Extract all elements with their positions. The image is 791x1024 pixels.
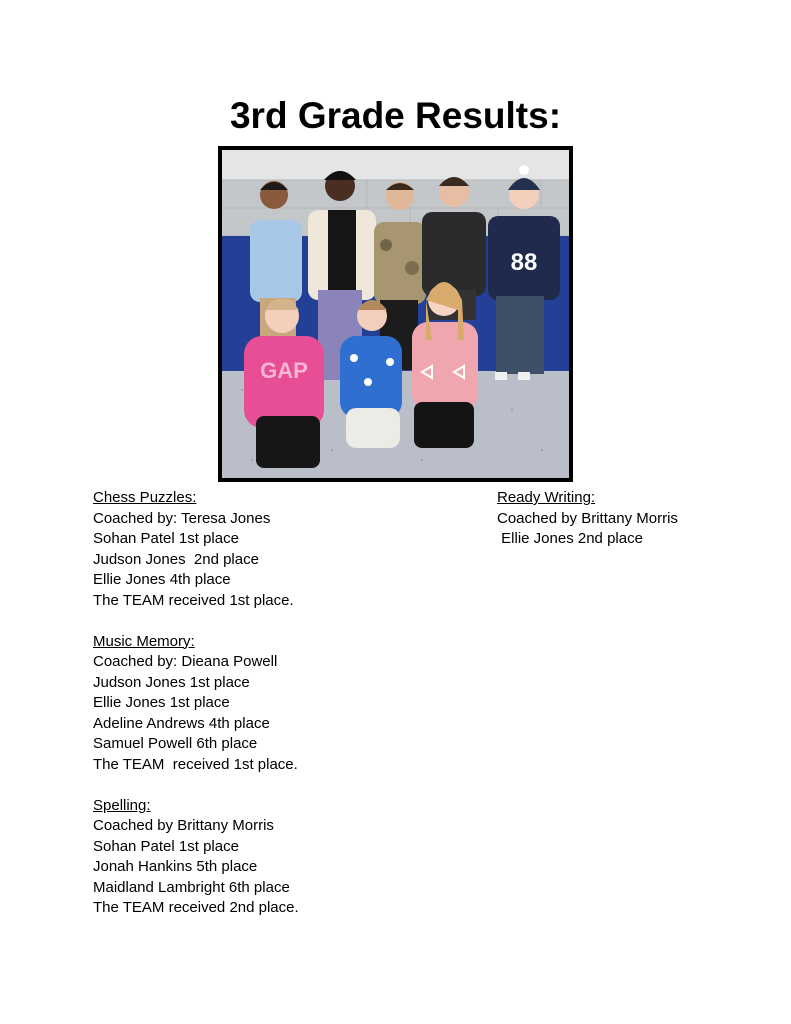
chess-puzzles-heading: Chess Puzzles: bbox=[93, 489, 197, 506]
results-right-column bbox=[497, 488, 777, 550]
music-line: Adeline Andrews 4th place bbox=[93, 714, 270, 732]
chess-line: Coached by: Teresa Jones bbox=[93, 509, 271, 527]
page-title: 3rd Grade Results: bbox=[229, 95, 562, 136]
chess-line: The TEAM received 1st place. bbox=[93, 591, 294, 609]
music-line: Samuel Powell 6th place bbox=[93, 735, 258, 752]
writing-line: Ellie Jones 2nd place bbox=[497, 530, 643, 547]
chess-line: Ellie Jones 4th place bbox=[93, 571, 231, 588]
writing-line: Coached by Brittany Morris bbox=[497, 509, 678, 527]
spelling-line: Coached by Brittany Morris bbox=[93, 817, 274, 834]
music-line: Coached by: Dieana Powell bbox=[93, 653, 278, 670]
music-memory-heading: Music Memory: bbox=[93, 632, 195, 650]
spelling-line: The TEAM received 2nd place. bbox=[93, 899, 299, 916]
spelling-line: Jonah Hankins 5th place bbox=[93, 858, 258, 875]
music-line: Judson Jones 1st place bbox=[93, 673, 250, 691]
sweater-logo: GAP bbox=[260, 358, 308, 383]
ready-writing-heading: Ready Writing: bbox=[497, 489, 596, 506]
chess-line: Sohan Patel 1st place bbox=[93, 530, 239, 547]
results-left-column bbox=[93, 488, 473, 919]
spelling-heading: Spelling: bbox=[93, 796, 151, 814]
chess-line: Judson Jones 2nd place bbox=[93, 550, 259, 568]
jersey-number: 88 bbox=[510, 249, 538, 276]
team-photo bbox=[218, 146, 573, 482]
spelling-line: Maidland Lambright 6th place bbox=[93, 878, 290, 896]
spelling-line: Sohan Patel 1st place bbox=[93, 837, 239, 855]
music-line: Ellie Jones 1st place bbox=[93, 694, 230, 711]
music-line: The TEAM received 1st place. bbox=[93, 755, 298, 773]
